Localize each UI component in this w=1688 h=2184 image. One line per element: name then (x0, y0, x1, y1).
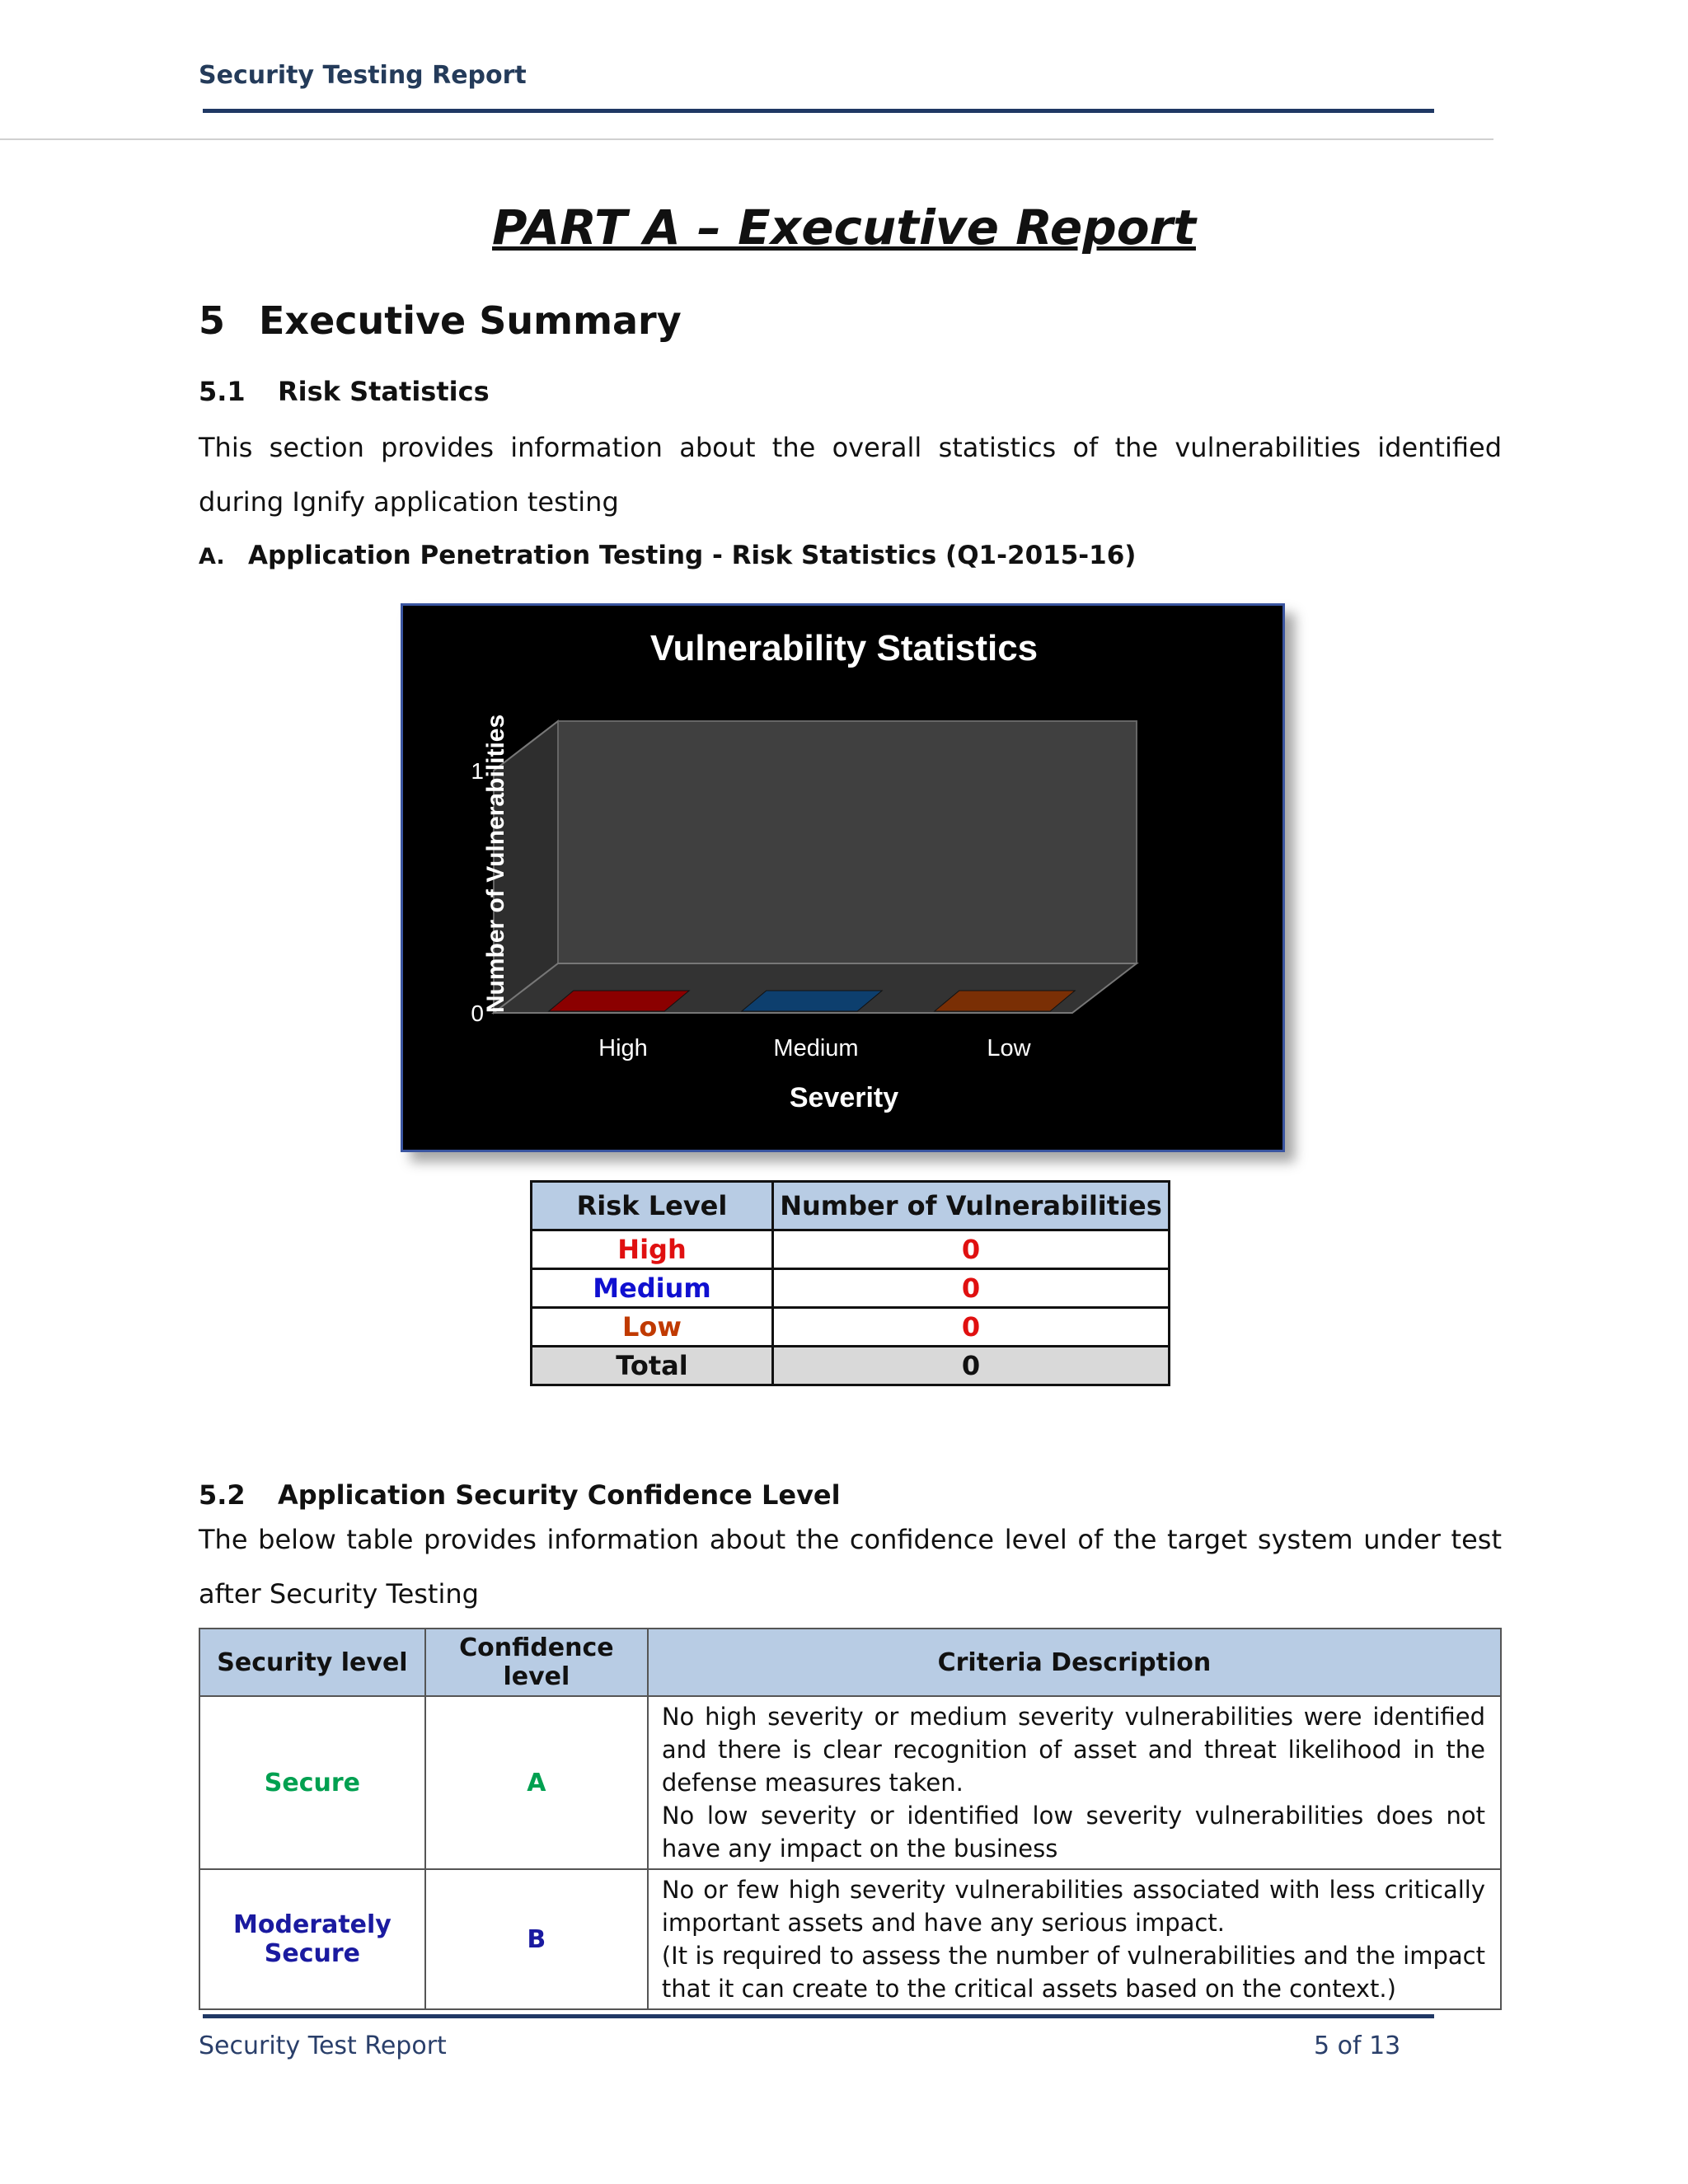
header-divider (0, 138, 1493, 140)
footer-title: Security Test Report (199, 2032, 447, 2060)
table-row (532, 1308, 1170, 1347)
table-row (532, 1269, 1170, 1308)
header-rule (203, 109, 1434, 113)
table-header-row (532, 1182, 1170, 1230)
section-5-2-heading (199, 1479, 841, 1511)
confidence-level-cell: B (425, 1869, 648, 2009)
vulnerability-count-cell: 0 (773, 1230, 1170, 1269)
column-header: Confidence level (425, 1629, 648, 1696)
chart-ylabel: Number of Vulnerabilities (482, 714, 509, 1014)
section-title: Executive Summary (259, 298, 682, 343)
criteria-description-cell (648, 1696, 1501, 1869)
page-number: 5 of 13 (1314, 2032, 1401, 2060)
chart-svg (403, 606, 1282, 1150)
section-number: 5 (199, 298, 226, 343)
part-title: PART A – Executive Report (492, 199, 1196, 255)
risk-level-cell: High (532, 1230, 773, 1269)
section-title: Application Security Confidence Level (278, 1479, 841, 1511)
criteria-description-cell (648, 1869, 1501, 2009)
column-header: Number of Vulnerabilities (773, 1182, 1170, 1230)
risk-table (530, 1180, 1170, 1386)
table-header-row (199, 1629, 1501, 1696)
confidence-level-cell: A (425, 1696, 648, 1869)
vulnerability-count-cell: 0 (773, 1308, 1170, 1347)
section-5-1-heading (199, 376, 490, 407)
risk-level-cell: Low (532, 1308, 773, 1347)
chart-title: Vulnerability Statistics (649, 628, 1039, 668)
risk-statistics-paragraph: This section provides information about the overall statistics of the vulnerabilities identified during Ignify application testing (199, 432, 1502, 518)
description-paragraph: No high severity or medium severity vulnerabilities were identified and there is clear recognition of asset and threat likelihood in the defense measures taken. (661, 1703, 1485, 1797)
chart-back-wall (558, 721, 1137, 963)
bar-high (549, 991, 689, 1011)
column-header: Criteria Description (648, 1629, 1501, 1696)
footer-rule (203, 2014, 1434, 2018)
y-tick-label: 1 (471, 758, 484, 784)
table-row (532, 1230, 1170, 1269)
confidence-paragraph: The below table provides information about the confidence level of the target system under test after Security Testing (199, 1524, 1502, 1610)
description-paragraph: (It is required to assess the number of vulnerabilities and the impact that it can create to the critical assets based on the context.) (661, 1942, 1485, 2003)
column-header: Security level (199, 1629, 425, 1696)
security-level-cell: Moderately Secure (199, 1869, 425, 2009)
x-tick-label: Medium (773, 1035, 859, 1062)
subsection-heading (199, 541, 1136, 570)
risk-level-cell: Medium (532, 1269, 773, 1308)
subsection-letter: A. (199, 544, 225, 569)
table-row (199, 1869, 1501, 2009)
x-tick-label: High (598, 1035, 648, 1062)
security-level-cell: Secure (199, 1696, 425, 1869)
bar-low (935, 991, 1075, 1011)
confidence-table (199, 1628, 1502, 2010)
total-value: 0 (773, 1347, 1170, 1385)
section-title: Risk Statistics (278, 376, 490, 407)
vulnerability-count-cell: 0 (773, 1269, 1170, 1308)
header-title: Security Testing Report (199, 61, 527, 90)
section-5-heading (199, 298, 682, 343)
table-row-total (532, 1347, 1170, 1385)
section-number: 5.1 (199, 376, 246, 407)
table-row (199, 1696, 1501, 1869)
y-tick-label: 0 (471, 1001, 484, 1026)
section-number: 5.2 (199, 1479, 246, 1511)
description-paragraph: No or few high severity vulnerabilities associated with less critically important assets and have any serious impact. (661, 1876, 1485, 1937)
column-header: Risk Level (532, 1182, 773, 1230)
x-tick-label: Low (987, 1035, 1031, 1062)
description-paragraph: No low severity or identified low severity vulnerabilities does not have any impact on the business (661, 1802, 1485, 1863)
bar-medium (742, 991, 882, 1011)
chart-xlabel: Severity (789, 1082, 899, 1113)
vulnerability-chart (401, 603, 1285, 1152)
total-label: Total (532, 1347, 773, 1385)
subsection-title: Application Penetration Testing - Risk Statistics (Q1-2015-16) (248, 541, 1137, 570)
